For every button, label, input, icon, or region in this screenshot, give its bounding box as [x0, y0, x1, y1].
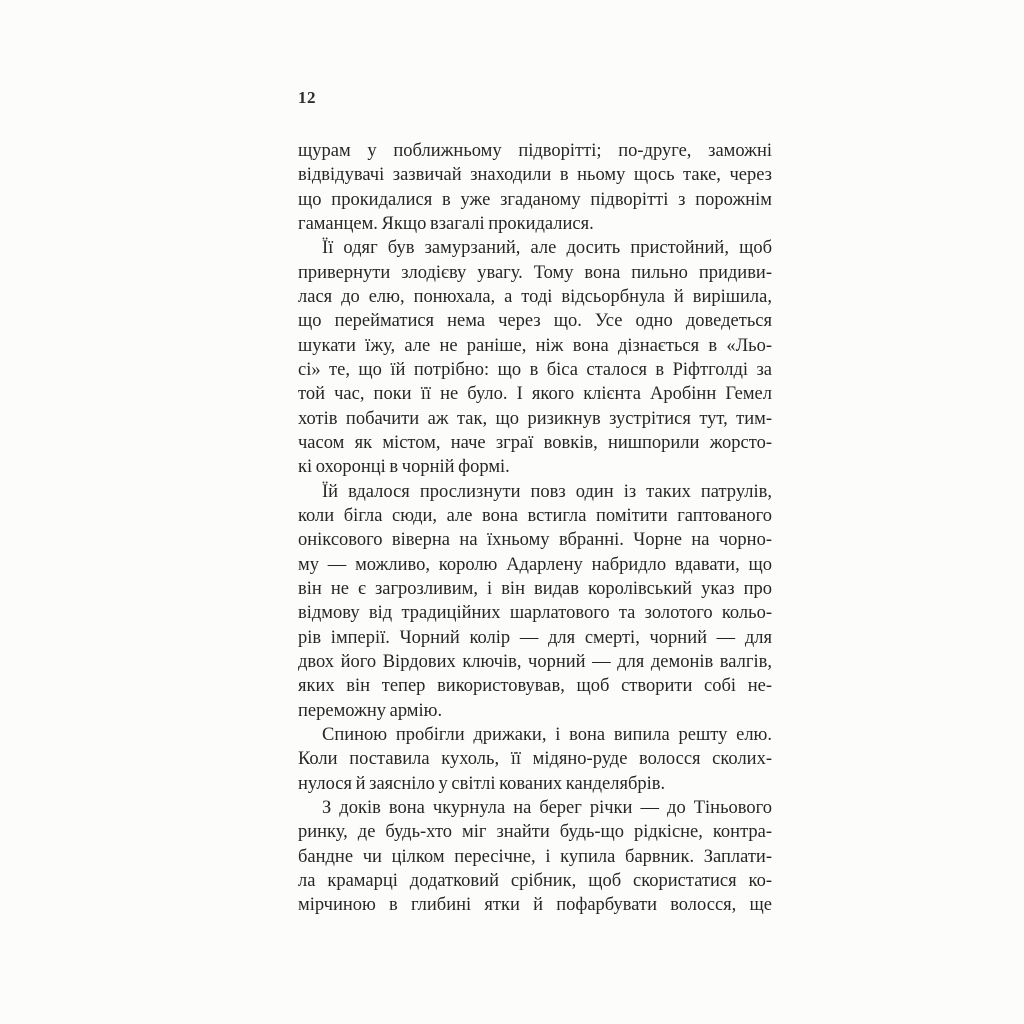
text-line: Коли поставила кухоль, її мідяно-руде волосся сколих- — [298, 749, 772, 770]
text-line: часом як містом, наче зграї вовків, нишпорили жорсто- — [298, 432, 772, 453]
paragraph — [298, 723, 772, 918]
text-line: сі» те, що їй потрібно: що в біса сталося в Ріфтголді за — [298, 359, 772, 380]
text-line: двох його Вірдових ключів, чорний — для демонів валгів, — [298, 651, 772, 672]
text-line: Спиною пробігли дрижаки, і вона випила решту елю. — [322, 724, 772, 745]
text-line: кі охоронці в чорній формі. — [298, 457, 510, 478]
text-line: хотів побачити аж так, що ризикнув зустрітися тут, тим- — [298, 408, 772, 429]
text-line: гаманцем. Якщо взагалі прокидалися. — [298, 213, 594, 234]
text-line: переможну армію. — [298, 700, 443, 721]
text-line: ринку, де будь-хто міг знайти будь-що рідкісне, контра- — [298, 822, 772, 843]
text-line: мірчиною в глибині ятки й пофарбувати волосся, ще — [298, 895, 772, 916]
text-line: Її одяг був замурзаний, але досить пристойний, щоб — [322, 238, 772, 259]
text-line: Їй вдалося прослизнути повз один із таких патрулів, — [322, 481, 772, 502]
paragraph — [298, 236, 772, 479]
text-line: коли бігла сюди, але вона встигла помітити гаптованого — [298, 505, 772, 526]
text-line: щурам у поближньому підворітті; по-друге, заможні — [298, 141, 772, 161]
text-line: яких він тепер використовував, щоб створити собі не- — [298, 676, 772, 697]
text-line: той час, поки її не було. І якого клієнта Аробінн Гемел — [298, 384, 772, 405]
paragraph — [298, 480, 772, 723]
text-line: лася до елю, понюхала, а тоді відсьорбнула й вирішила, — [298, 286, 772, 307]
text-line: відмову від традиційних шарлатового та золотого кольо- — [298, 603, 772, 624]
text-line: він не є загрозливим, і він видав королівський указ про — [298, 578, 772, 599]
text-block — [298, 139, 772, 918]
text-line: привернути злодієву увагу. Тому вона пильно придиви- — [298, 262, 772, 283]
text-line: що перейматися нема через що. Усе одно доведеться — [298, 311, 772, 332]
text-line: шукати їжу, але не раніше, ніж вона дізнається в «Льо- — [298, 335, 772, 356]
page-number: 12 — [298, 88, 316, 107]
text-line: оніксового віверна на їхньому вбранні. Чорне на чорно- — [298, 530, 772, 551]
text-line: З доків вона чкурнула на берег річки — до Тіньового — [322, 797, 772, 818]
text-line: відвідувачі зазвичай знаходили в ньому щось таке, через — [298, 165, 772, 186]
paragraph-continuation — [298, 139, 772, 236]
text-line: ла крамарці додатковий срібник, щоб скористатися ко- — [298, 870, 772, 891]
text-line: рів імперії. Чорний колір — для смерті, чорний — для — [298, 627, 772, 648]
text-line: бандне чи цілком пересічне, і купила барвник. Заплати- — [298, 846, 772, 867]
text-line: му — можливо, королю Адарлену набридло вдавати, що — [298, 554, 772, 575]
text-line: нулося й заясніло у світлі кованих канделябрів. — [298, 773, 666, 794]
text-line: що прокидалися в уже згаданому підворітті з порожнім — [298, 189, 772, 210]
